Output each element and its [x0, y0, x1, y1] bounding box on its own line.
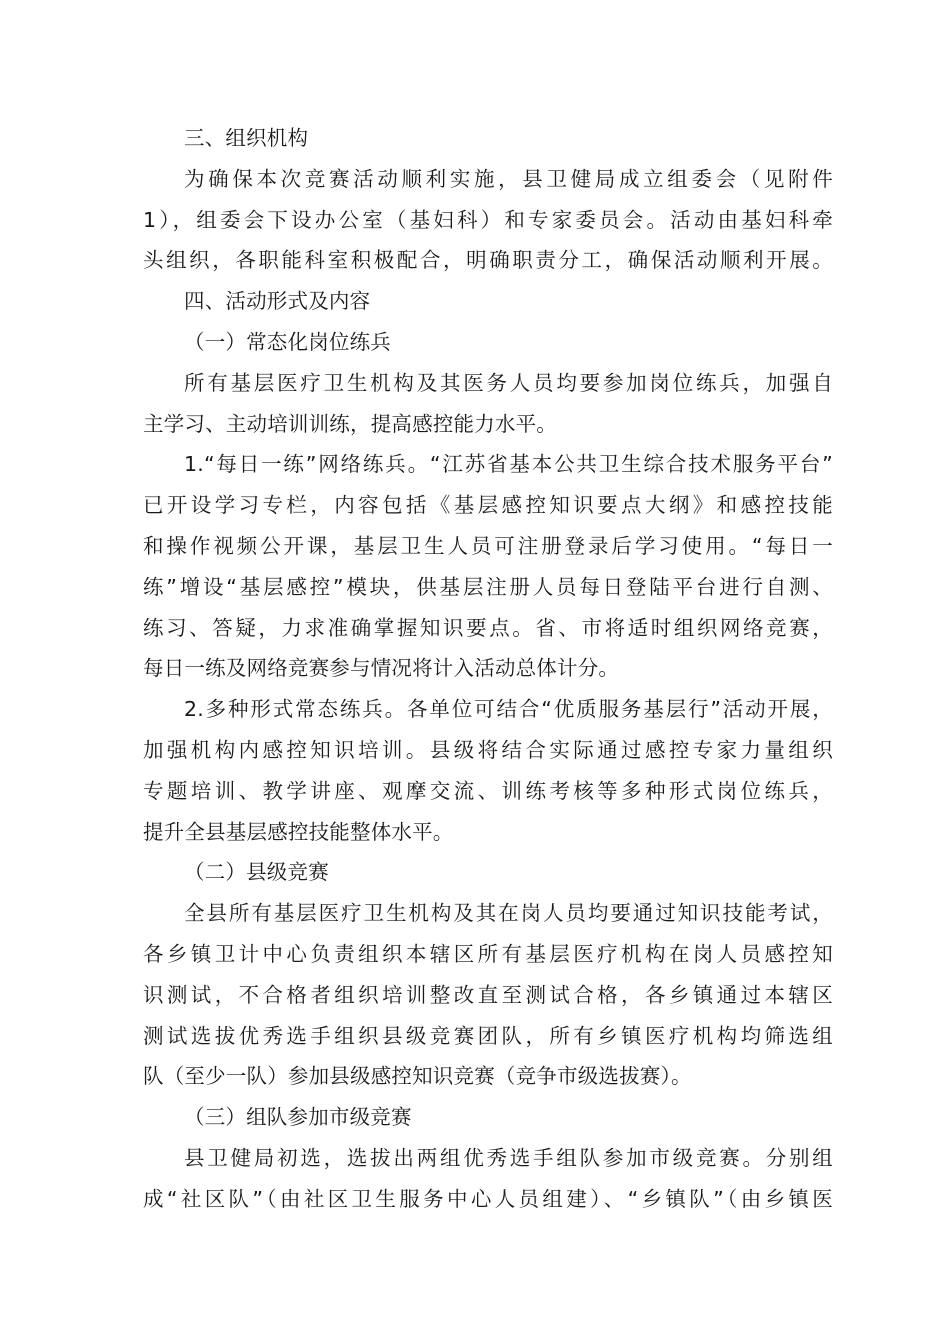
paragraph-line: 1.“每日一练”网络练兵。“江苏省基本公共卫生综合技术服务平台” [184, 452, 833, 477]
paragraph-line: 各乡镇卫计中心负责组织本辖区所有基层医疗机构在岗人员感控知 [143, 941, 833, 966]
paragraph-line: 所有基层医疗卫生机构及其医务人员均要参加岗位练兵，加强自 [184, 370, 833, 395]
paragraph-line: 每日一练及网络竞赛参与情况将计入活动总体计分。 [143, 656, 620, 681]
paragraph-line: 2.多种形式常态练兵。各单位可结合“优质服务基层行”活动开展， [184, 697, 833, 722]
paragraph-line: 主学习、主动培训训练，提高感控能力水平。 [143, 411, 557, 436]
paragraph-line: 识测试，不合格者组织培训整改直至测试合格，各乡镇通过本辖区 [143, 982, 833, 1007]
paragraph-line: 练习、答疑，力求准确掌握知识要点。省、市将适时组织网络竞赛， [143, 615, 833, 640]
paragraph-line: 头组织，各职能科室积极配合，明确职责分工，确保活动顺利开展。 [143, 248, 833, 273]
paragraph-line: 测试选拔优秀选手组织县级竞赛团队，所有乡镇医疗机构均筛选组 [143, 1023, 833, 1048]
paragraph-line: 和操作视频公开课，基层卫生人员可注册登录后学习使用。“每日一 [143, 533, 833, 558]
paragraph-line: 专题培训、教学讲座、观摩交流、训练考核等多种形式岗位练兵， [143, 778, 833, 803]
paragraph-line: 队（至少一队）参加县级感控知识竞赛（竞争市级选拔赛）。 [143, 1064, 692, 1089]
paragraph-line: 已开设学习专栏，内容包括《基层感控知识要点大纲》和感控技能 [143, 493, 833, 518]
paragraph-line: 1），组委会下设办公室（基妇科）和专家委员会。活动由基妇科牵 [143, 207, 833, 232]
paragraph-line: 成“社区队”（由社区卫生服务中心人员组建）、“乡镇队”（由乡镇医 [143, 1186, 833, 1211]
paragraph-line: 县卫健局初选，选拔出两组优秀选手组队参加市级竞赛。分别组 [184, 1145, 833, 1170]
section-heading: 四、活动形式及内容 [184, 289, 371, 314]
subsection-heading: （三）组队参加市级竞赛 [184, 1105, 412, 1130]
paragraph-line: 为确保本次竞赛活动顺利实施，县卫健局成立组委会（见附件 [184, 166, 833, 191]
paragraph-line: 加强机构内感控知识培训。县级将结合实际通过感控专家力量组织 [143, 737, 833, 762]
document-page [143, 118, 833, 1220]
paragraph-line: 全县所有基层医疗卫生机构及其在岗人员均要通过知识技能考试， [184, 901, 833, 926]
paragraph-line: 提升全县基层感控技能整体水平。 [143, 819, 454, 844]
subsection-heading: （一）常态化岗位练兵 [184, 329, 391, 354]
section-heading: 三、组织机构 [184, 126, 309, 150]
paragraph-line: 练”增设“基层感控”模块，供基层注册人员每日登陆平台进行自测、 [143, 574, 833, 599]
subsection-heading: （二）县级竞赛 [184, 860, 329, 885]
